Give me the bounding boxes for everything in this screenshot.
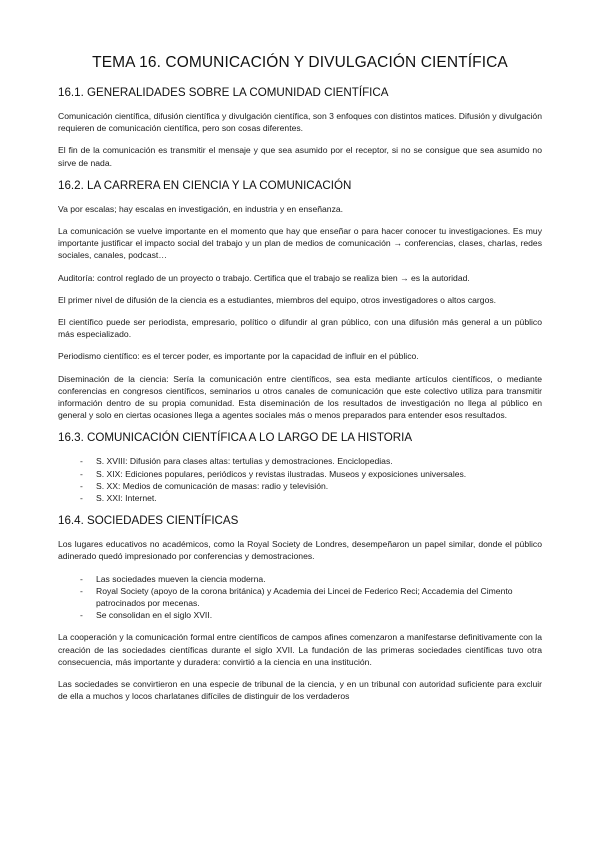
paragraph: La cooperación y la comunicación formal entre científicos de campos afines comenzaron a manifestarse definitivamente con la creación de las sociedades científicas durante el siglo XVII. La fundación de las primeras sociedades científicas tuvo otra consecuencia, más importante y duradera: convirtió a la ciencia en una institución. (58, 632, 542, 667)
paragraph: Va por escalas; hay escalas en investigación, en industria y en enseñanza. (58, 203, 344, 214)
section-heading-16-3: 16.3. COMUNICACIÓN CIENTÍFICA A LO LARGO DE LA HISTORIA (58, 431, 413, 445)
paragraph: La comunicación se vuelve importante en el momento que hay que enseñar o para hacer conocer tu investigaciones. Es muy importante justificar el impacto social del trabajo y un plan de medios de comunicación → conferencias, clases, charlas, redes sociales, canales, podcast… (58, 226, 542, 261)
paragraph: Diseminación de la ciencia: Sería la comunicación entre científicos, sea esta mediante artículos científicos, o mediante conferencias en congresos científicos, seminarios u otros canales de comunicación que este colectivo utiliza para transmitir información dentro de su propia comunidad. Esta diseminación de los resultados de investigación no llega al público en general y solo en ciertas ocasiones llega a agentes sociales más o menos preparados para entender esos resultados. (58, 373, 542, 421)
list-item: - S. XIX: Ediciones populares, periódicos y revistas ilustradas. Museos y exposiciones universales. (80, 468, 542, 480)
paragraph: Las sociedades se convirtieron en una especie de tribunal de la ciencia, y en un tribunal con autoridad suficiente para excluir de ella a muchos y locos charlatanes difíciles de distinguir de los verdaderos (58, 679, 542, 702)
list-item: - S. XXI: Internet. (80, 492, 542, 504)
paragraph: El científico puede ser periodista, empresario, político o difundir al gran público, con una difusión más general a un público más especializado. (58, 317, 542, 340)
history-list (58, 455, 542, 504)
list-item: - Royal Society (apoyo de la corona británica) y Academia dei Lincei de Federico Reci; Accademia del Cimento patrocinados por mecenas. (80, 585, 542, 609)
paragraph: Auditoría: control reglado de un proyecto o trabajo. Certifica que el trabajo se realiza bien → es la autoridad. (58, 272, 470, 283)
section-heading-16-1: 16.1. GENERALIDADES SOBRE LA COMUNIDAD CIENTÍFICA (58, 86, 389, 99)
list-item: - Las sociedades mueven la ciencia moderna. (80, 573, 542, 585)
paragraph: Los lugares educativos no académicos, como la Royal Society de Londres, desempeñaron un papel similar, donde el público adinerado quedó impresionado por conferencias y demostraciones. (58, 539, 542, 562)
section-heading-16-2: 16.2. LA CARRERA EN CIENCIA Y LA COMUNICACIÓN (58, 178, 352, 192)
list-item: - S. XVIII: Difusión para clases altas: tertulias y demostraciones. Enciclopedias. (80, 455, 542, 467)
list-item: - Se consolidan en el siglo XVII. (80, 609, 542, 621)
paragraph: El primer nivel de difusión de la ciencia es a estudiantes, miembros del equipo, otros investigadores o altos cargos. (58, 294, 497, 305)
list-item: - S. XX: Medios de comunicación de masas: radio y televisión. (80, 480, 542, 492)
societies-list (58, 573, 542, 622)
paragraph: Comunicación científica, difusión científica y divulgación científica, son 3 enfoques con distintos matices. Difusión y divulgación requieren de comunicación científica, pero son cosas diferentes. (58, 111, 542, 134)
page-title: TEMA 16. COMUNICACIÓN Y DIVULGACIÓN CIENTÍFICA (92, 54, 508, 71)
paragraph: El fin de la comunicación es transmitir el mensaje y que sea asumido por el receptor, si no se consigue que sea asumido no sirve de nada. (58, 145, 542, 168)
section-heading-16-4: 16.4. SOCIEDADES CIENTÍFICAS (58, 514, 239, 528)
paragraph: Periodismo científico: es el tercer poder, es importante por la capacidad de influir en el público. (58, 351, 419, 362)
